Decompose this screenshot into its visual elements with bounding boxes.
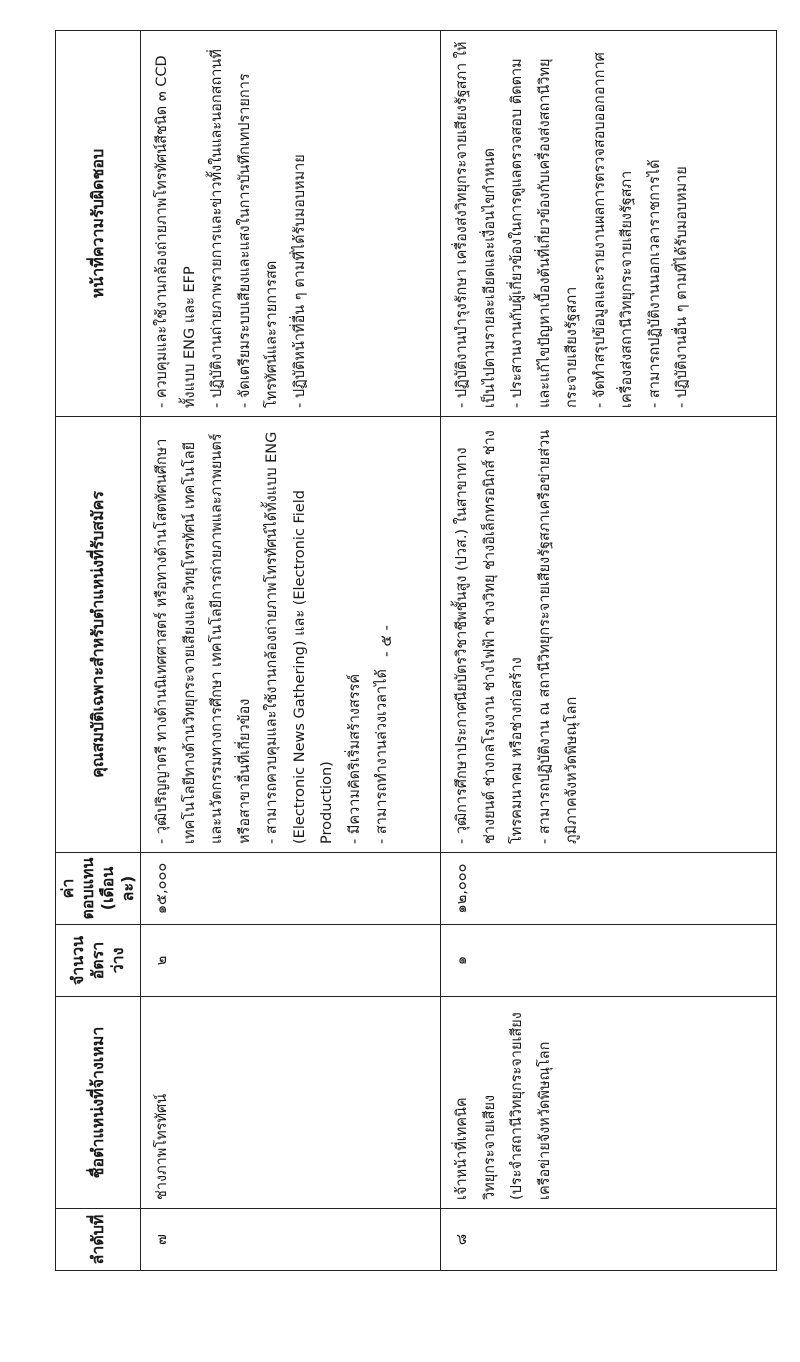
qualification-item: - สามารถปฏิบัติงาน ณ สถานีวิทยุกระจายเสียงรัฐสภาเครือข่ายส่วนภูมิภาคจังหวัดพิษณุโลก bbox=[536, 429, 581, 844]
page-number: - ๕ - bbox=[376, 625, 395, 657]
duty-item: - ควบคุมและใช้งานกล้องถ่ายภาพโทรทัศน์สีชนิด ๓ CCD ทั้งแบบ ENG และ EFP bbox=[154, 55, 198, 408]
count-cell bbox=[141, 925, 441, 997]
duties-list bbox=[149, 39, 314, 408]
duty-item: - ปฏิบัติงานอื่น ๆ ตามที่ได้รับมอบหมาย bbox=[674, 166, 691, 408]
header-qualifications: คุณสมบัติเฉพาะสำหรับตำแหน่งที่รับสมัคร bbox=[56, 417, 141, 853]
table-row bbox=[441, 31, 777, 1271]
pay-cell bbox=[141, 853, 441, 925]
qualifications-list bbox=[149, 425, 397, 844]
duty-item: - ปฏิบัติหน้าที่อื่น ๆ ตามที่ได้รับมอบหมาย bbox=[291, 154, 308, 408]
pay-cell bbox=[441, 853, 777, 925]
qualifications-cell bbox=[441, 417, 777, 853]
row-number: ๗ bbox=[154, 1234, 170, 1245]
duties-cell bbox=[441, 31, 777, 417]
qualification-item: - สามารถควบคุมและใช้งานกล้องถ่ายภาพโทรทัศน์ได้ทั้งแบบ ENG (Electronic News Gathering) และ (Electronic Field Production) bbox=[264, 431, 336, 844]
position-cell bbox=[441, 997, 777, 1209]
qualification-item: - วุฒิการศึกษาประกาศนียบัตรวิชาชีพชั้นสูง (ปวส.) ในสาขาทางช่างยนต์ ช่างกลโรงงาน ช่างไฟฟ้า ช่างวิทยุ ช่างอิเล็กทรอนิกส์ ช่างโทรคมนาคม หรือช่างก่อสร้าง bbox=[454, 430, 526, 844]
recruitment-table bbox=[55, 30, 777, 1271]
position-name-line: เจ้าหน้าที่เทคนิค bbox=[454, 1097, 470, 1200]
vacancy-count: ๑ bbox=[454, 955, 470, 966]
row-number-cell bbox=[141, 1209, 441, 1271]
duty-item: - จัดเตรียมระบบเสียงและแสงในการบันทึกเทปรายการโทรทัศน์และรายการสด bbox=[236, 73, 281, 408]
qualification-item: - สามารถทำงานล่วงเวลาได้ bbox=[374, 669, 391, 844]
position-name-line: (ประจำสถานีวิทยุกระจายเสียง bbox=[509, 1012, 526, 1200]
duty-item: - ประสานงานกับผู้เกี่ยวข้องในการดูแลตรวจสอบ ติดตาม และแก้ไขปัญหาเบื้องต้นที่เกี่ยวข้องกับเครื่องส่งสถานีวิทยุกระจายเสียงรัฐสภา bbox=[509, 58, 581, 408]
header-no: ลำดับที่ bbox=[56, 1209, 141, 1271]
duty-item: - ปฏิบัติงานถ่ายภาพรายการและข่าวทั้งในและนอกสถานที่ bbox=[209, 49, 226, 408]
duty-item: - จัดทำสรุปข้อมูลและรายงานผลการตรวจสอบออกอากาศเครื่องส่งสถานีวิทยุกระจายเสียงรัฐสภา bbox=[591, 52, 636, 408]
duty-item: - ปฏิบัติงานบำรุงรักษา เครื่องส่งวิทยุกระจายเสียงรัฐสภา ให้เป็นไปตามรายละเอียดและเงื่อนไขกำหนด bbox=[454, 41, 498, 408]
monthly-pay: ๑๒,๐๐๐ bbox=[454, 863, 470, 914]
qualification-item: - มีความคิดริเริ่มสร้างสรรค์ bbox=[346, 673, 363, 844]
header-duties: หน้าที่ความรับผิดชอบ bbox=[56, 31, 141, 417]
position-name-line: เครือข่ายจังหวัดพิษณุโลก bbox=[536, 1041, 553, 1200]
duties-list bbox=[449, 39, 697, 408]
header-position: ชื่อตำแหน่งที่จ้างเหมา bbox=[56, 997, 141, 1209]
header-pay: ค่าตอบแทน (เดือนละ) bbox=[56, 853, 141, 925]
duty-item: - สามารถปฏิบัติงานนอกเวลาราชการได้ bbox=[646, 159, 663, 408]
qualification-item: - วุฒิปริญญาตรี ทางด้านนิเทศศาสตร์ หรือทางด้านโสตทัศนศึกษา เทคโนโลยีทางด้านวิทยุกระจายเสียงและวิทยุโทรทัศน์ เทคโนโลยีและนวัตกรรมทางการศึกษา เทคโนโลยีการถ่ายภาพและภาพยนตร์ หรือสาขาอื่นที่เกี่ยวข้อง bbox=[154, 433, 253, 844]
table-row bbox=[141, 31, 441, 1271]
rotated-page bbox=[55, 31, 755, 1271]
row-number-cell bbox=[441, 1209, 777, 1271]
header-count: จำนวนอัตราว่าง bbox=[56, 925, 141, 997]
duties-cell bbox=[141, 31, 441, 417]
position-cell bbox=[141, 997, 441, 1209]
count-cell bbox=[441, 925, 777, 997]
position-name-line: ช่างภาพโทรทัศน์ bbox=[154, 1093, 170, 1200]
position-name-line: วิทยุกระจายเสียง bbox=[481, 1094, 498, 1200]
qualifications-cell bbox=[141, 417, 441, 853]
table-header-row bbox=[56, 31, 141, 1271]
row-number: ๘ bbox=[454, 1233, 470, 1246]
vacancy-count: ๒ bbox=[154, 955, 170, 966]
qualifications-list bbox=[449, 425, 587, 844]
monthly-pay: ๑๕,๐๐๐ bbox=[154, 862, 170, 915]
